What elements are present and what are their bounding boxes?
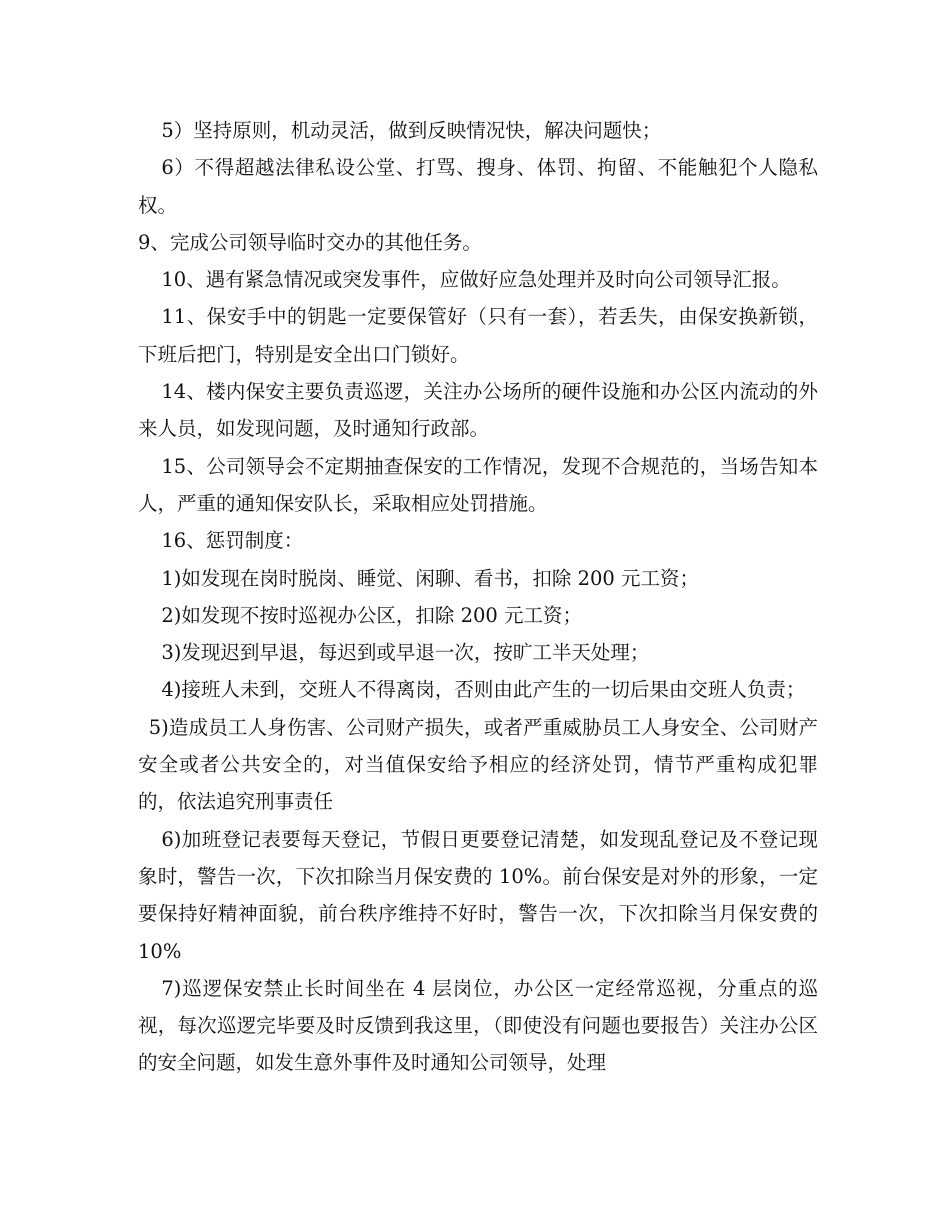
penalty-item-6: 6)加班登记表要每天登记，节假日更要登记清楚，如发现乱登记及不登记现象时，警告一次，下次扣除当月保安费的 10%。前台保安是对外的形象，一定要保持好精神面貌，前台秩序维持不好时，警告一次，下次扣除当月保安费的 10% [138, 827, 818, 963]
paragraph-10-emergency: 10、遇有紧急情况或突发事件，应做好应急处理并及时向公司领导汇报。 [161, 268, 791, 292]
paragraph-11-keys: 11、保安手中的钥匙一定要保管好（只有一套），若丢失，由保安换新锁，下班后把门，特别是安全出口门锁好。 [138, 305, 818, 366]
paragraph-16-penalty-heading: 16、惩罚制度： [161, 529, 304, 553]
penalty-item-2: 2)如发现不按时巡视办公区，扣除 200 元工资； [161, 603, 583, 627]
paragraph-15-inspection: 15、公司领导会不定期抽查保安的工作情况，发现不合规范的，当场告知本人，严重的通知保安队长，采取相应处罚措施。 [138, 454, 818, 515]
penalty-item-3: 3)发现迟到早退，每迟到或早退一次，按旷工半天处理； [161, 641, 650, 665]
paragraph-14-patrol: 14、楼内保安主要负责巡逻，关注办公场所的硬件设施和办公区内流动的外来人员，如发现问题，及时通知行政部。 [138, 380, 818, 441]
penalty-item-7: 7)巡逻保安禁止长时间坐在 4 层岗位，办公区一定经常巡视，分重点的巡视，每次巡逻完毕要及时反馈到我这里，（即使没有问题也要报告）关注办公区的安全问题，如发生意外事件及时通知公司领导，处理 [138, 976, 818, 1075]
paragraph-6-no-overreach: 6）不得超越法律私设公堂、打骂、搜身、体罚、拘留、不能触犯个人隐私权。 [138, 156, 818, 217]
penalty-item-4: 4)接班人未到，交班人不得离岗，否则由此产生的一切后果由交班人负责； [161, 678, 806, 702]
penalty-item-5: 5)造成员工人身伤害、公司财产损失，或者严重威胁员工人身安全、公司财产安全或者公共安全的，对当值保安给予相应的经济处罚，情节严重构成犯罪的，依法追究刑事责任 [138, 715, 818, 814]
penalty-item-1: 1)如发现在岗时脱岗、睡觉、闲聊、看书，扣除 200 元工资； [161, 566, 700, 590]
document-body [138, 112, 818, 1082]
paragraph-9-other-tasks: 9、完成公司领导临时交办的其他任务。 [138, 230, 482, 254]
paragraph-5-principle: 5）坚持原则，机动灵活，做到反映情况快，解决问题快； [161, 119, 662, 142]
